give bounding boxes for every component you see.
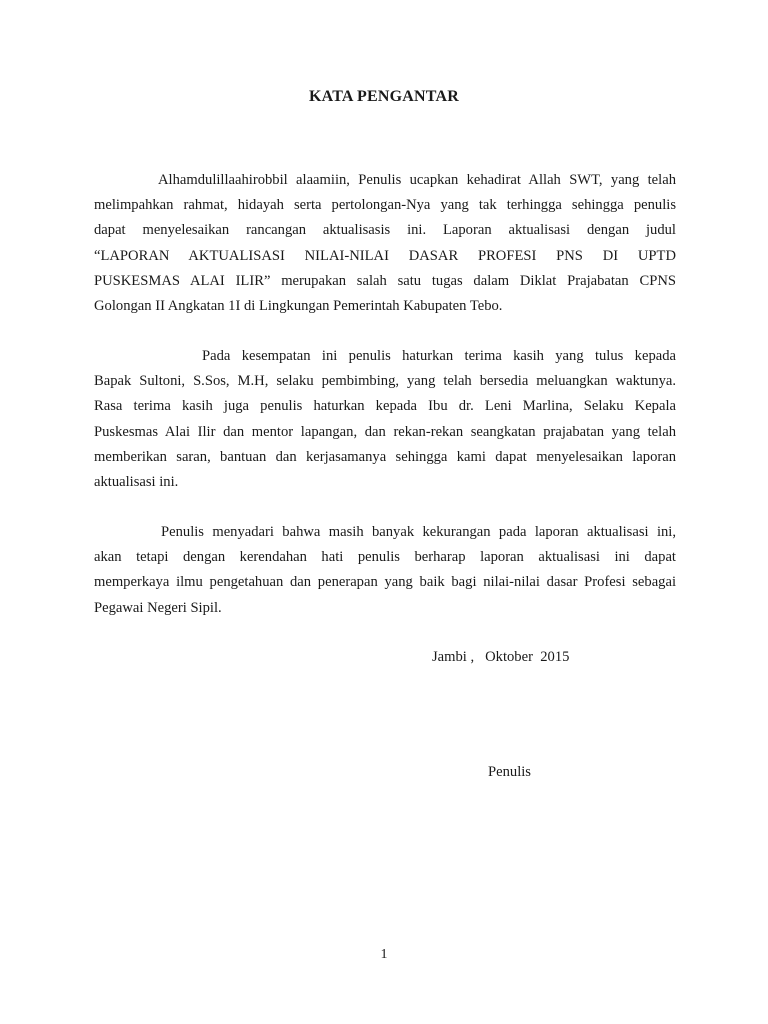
paragraph-line: PUSKESMAS ALAI ILIR” merupakan salah satu tugas dalam Diklat Prajabatan CPNS — [94, 272, 676, 289]
paragraph-line: melimpahkan rahmat, hidayah serta pertolongan-Nya yang tak terhingga sehingga penulis — [94, 197, 676, 214]
paragraph-line: dapat menyelesaikan rancangan aktualisasis ini. Laporan aktualisasi dengan judul — [94, 222, 676, 239]
paragraph-line: “LAPORAN AKTUALISASI NILAI-NILAI DASAR PROFESI PNS DI UPTD — [94, 247, 676, 264]
paragraph-line: Pada kesempatan ini penulis haturkan terima kasih yang tulus kepada — [202, 348, 676, 364]
paragraph-line: aktualisasi ini. — [94, 474, 179, 491]
paragraph-line: memberikan saran, bantuan dan kerjasamanya sehingga kami dapat menyelesaikan laporan — [94, 448, 676, 465]
paragraph-line: akan tetapi dengan kerendahan hati penulis berharap laporan aktualisasi ini dapat — [94, 549, 676, 566]
paragraph-line: Bapak Sultoni, S.Sos, M.H, selaku pembimbing, yang telah bersedia meluangkan waktunya. — [94, 373, 676, 390]
page-title: KATA PENGANTAR — [309, 88, 459, 105]
paragraph-line: Golongan II Angkatan 1I di Lingkungan Pemerintah Kabupaten Tebo. — [94, 298, 503, 315]
paragraph-line: Rasa terima kasih juga penulis haturkan kepada Ibu dr. Leni Marlina, Selaku Kepala — [94, 398, 676, 415]
paragraph-line: Penulis menyadari bahwa masih banyak kekurangan pada laporan aktualisasi ini, — [161, 524, 676, 540]
paragraph-3 — [94, 520, 676, 621]
place-date: Jambi , Oktober 2015 — [432, 649, 570, 665]
page-number: 1 — [380, 947, 388, 962]
paragraph-line: Alhamdulillaahirobbil alaamiin, Penulis ucapkan kehadirat Allah SWT, yang telah — [158, 172, 676, 188]
author-signature-label: Penulis — [488, 764, 531, 780]
paragraph-line: Pegawai Negeri Sipil. — [94, 599, 222, 616]
paragraph-1 — [94, 168, 676, 319]
paragraph-line: memperkaya ilmu pengetahuan dan penerapan yang baik bagi nilai-nilai dasar Profesi sebagai — [94, 574, 676, 591]
paragraph-2 — [94, 344, 676, 495]
paragraph-line: Puskesmas Alai Ilir dan mentor lapangan, dan rekan-rekan seangkatan prajabatan yang telah — [94, 423, 676, 440]
